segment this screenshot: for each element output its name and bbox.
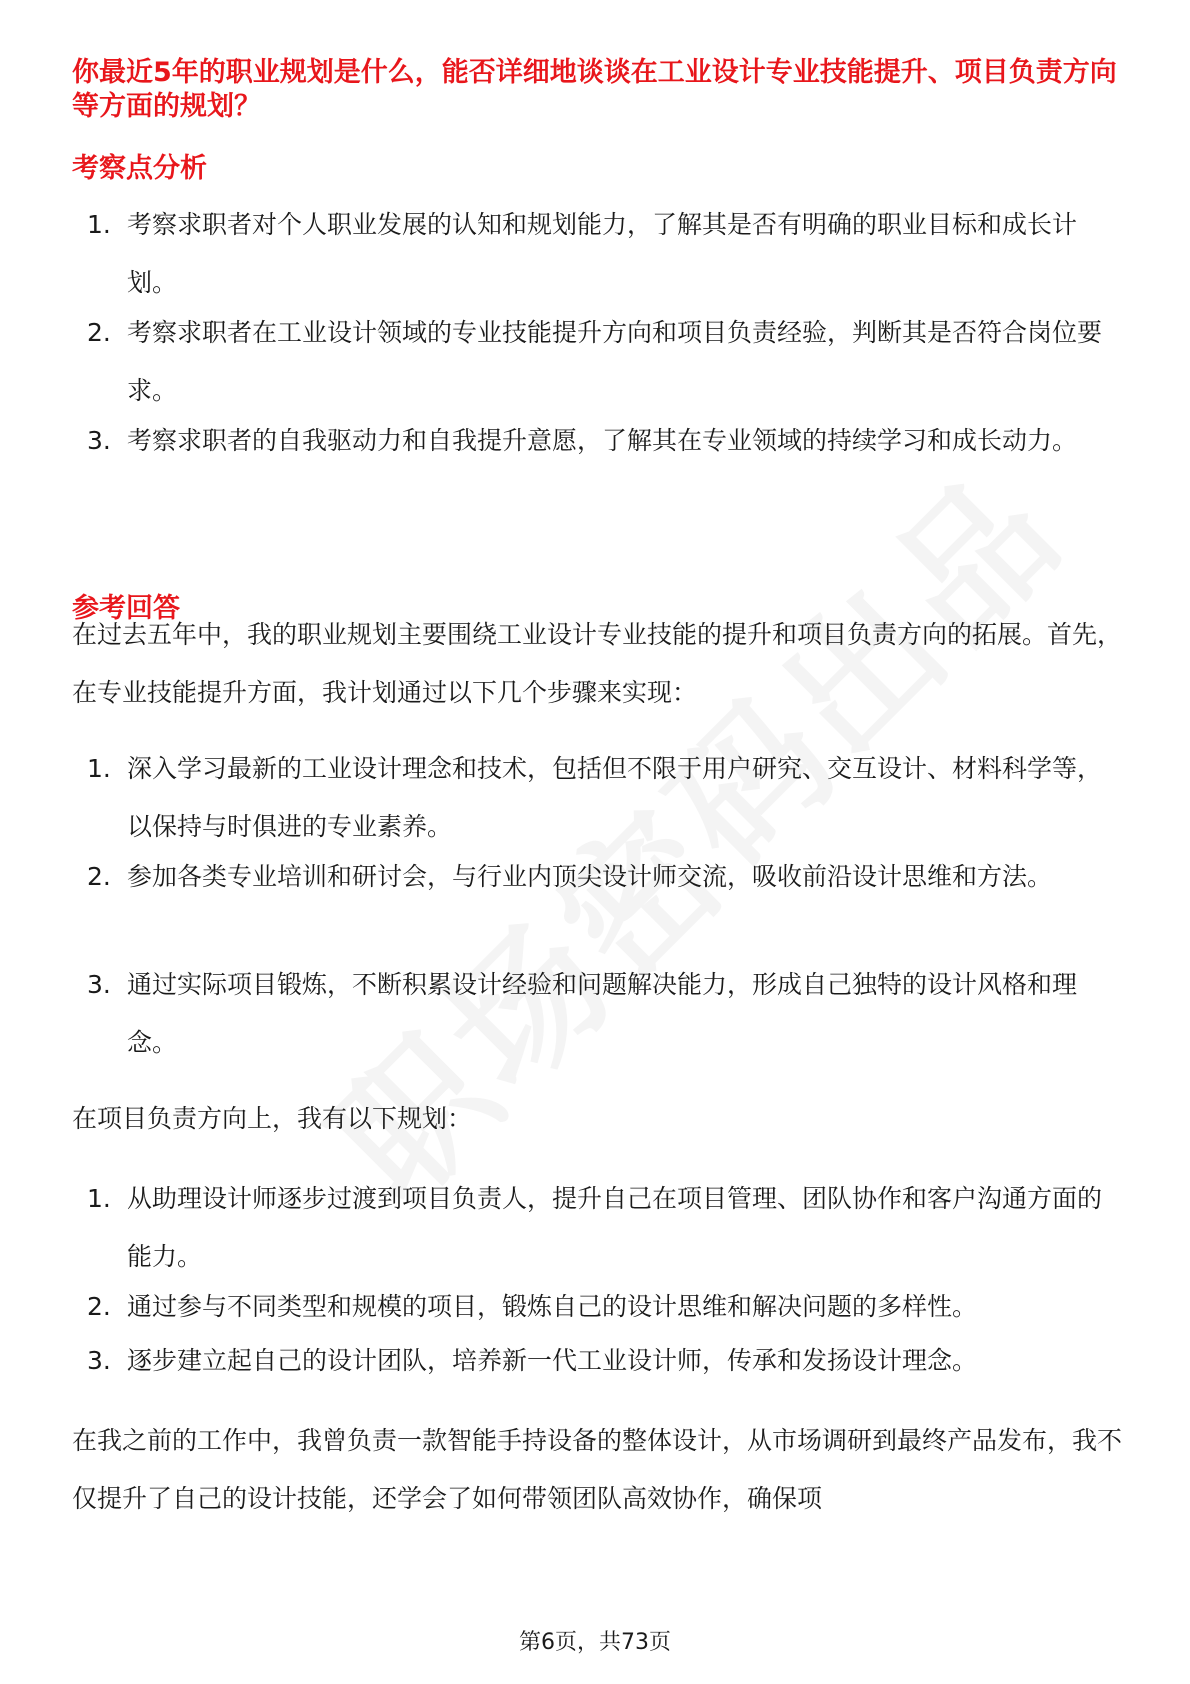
list-text: 逐步建立起自己的设计团队，培养新一代工业设计师，传承和发扬设计理念。 (127, 1346, 978, 1375)
list-number: 2. (87, 1292, 111, 1321)
list-number: 1. (87, 1184, 111, 1213)
list-number: 2. (87, 862, 111, 891)
question-title: 你最近5年的职业规划是什么，能否详细地谈谈在工业设计专业技能提升、项目负责方向等方面的规划？ (72, 57, 1117, 122)
list-text: 参加各类专业培训和研讨会，与行业内顶尖设计师交流，吸收前沿设计思维和方法。 (127, 862, 1053, 891)
list-number: 3. (87, 1346, 111, 1375)
list-text: 从助理设计师逐步过渡到项目负责人，提升自己在项目管理、团队协作和客户沟通方面的能力。 (127, 1184, 1103, 1271)
section-heading-analysis: 考察点分析 (72, 153, 207, 184)
list-number: 3. (87, 426, 111, 455)
list-number: 2. (87, 318, 111, 347)
page-footer: 第6页，共73页 (519, 1630, 671, 1655)
answer-intro-paragraph: 在过去五年中，我的职业规划主要围绕工业设计专业技能的提升和项目负责方向的拓展。首先，在专业技能提升方面，我计划通过以下几个步骤来实现： (72, 620, 1123, 707)
list-text: 通过实际项目锻炼，不断积累设计经验和问题解决能力，形成自己独特的设计风格和理念。 (127, 970, 1078, 1057)
list-number: 1. (87, 210, 111, 239)
closing-paragraph: 在我之前的工作中，我曾负责一款智能手持设备的整体设计，从市场调研到最终产品发布，我不仅提升了自己的设计技能，还学会了如何带领团队高效协作，确保项 (72, 1426, 1123, 1513)
list-text: 深入学习最新的工业设计理念和技术，包括但不限于用户研究、交互设计、材料科学等，以保持与时俱进的专业素养。 (127, 754, 1103, 841)
list-text: 考察求职者的自我驱动力和自我提升意愿，了解其在专业领域的持续学习和成长动力。 (127, 426, 1078, 455)
project-intro-paragraph: 在项目负责方向上，我有以下规划： (72, 1104, 473, 1133)
list-text: 考察求职者对个人职业发展的认知和规划能力，了解其是否有明确的职业目标和成长计划。 (127, 210, 1078, 297)
section-heading-answer: 参考回答 (72, 593, 180, 624)
list-number: 1. (87, 754, 111, 783)
list-text: 考察求职者在工业设计领域的专业技能提升方向和项目负责经验，判断其是否符合岗位要求。 (127, 318, 1103, 405)
list-text: 通过参与不同类型和规模的项目，锻炼自己的设计思维和解决问题的多样性。 (127, 1292, 978, 1321)
list-number: 3. (87, 970, 111, 999)
